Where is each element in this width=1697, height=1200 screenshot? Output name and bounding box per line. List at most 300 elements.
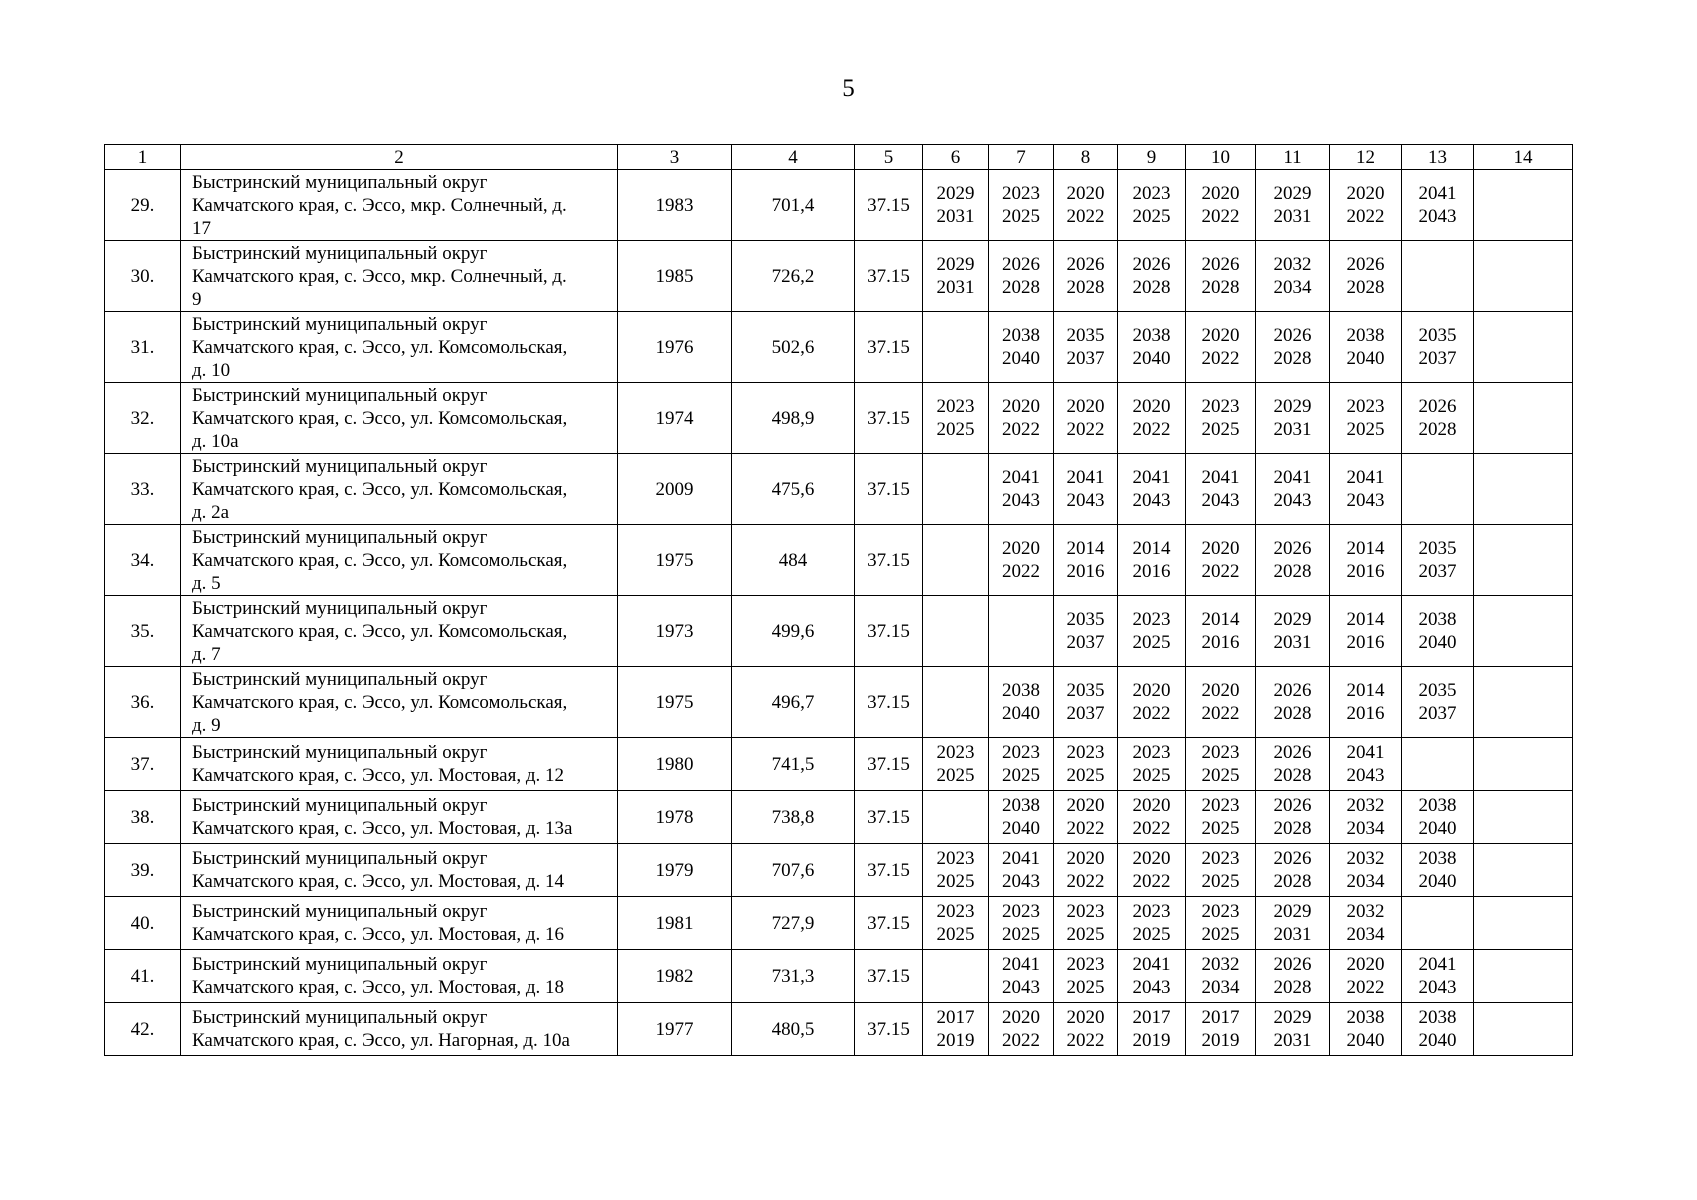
period-end-year: 2025: [1201, 419, 1240, 440]
table-row: [105, 312, 1573, 383]
period-start-year: 2026: [1132, 254, 1171, 275]
period-cell-col-14: [1474, 596, 1573, 667]
address-cell: [181, 844, 618, 897]
address-cell: [181, 383, 618, 454]
period-cell-col-7: [989, 525, 1054, 596]
period-start-year: 2026: [1346, 254, 1385, 275]
period-cell-col-9: [1118, 791, 1186, 844]
period-start-year: 2029: [1273, 1007, 1312, 1028]
period-start-year: 2020: [1132, 396, 1171, 417]
period-start-year: 2038: [1418, 609, 1457, 630]
period-cell-col-13: [1402, 454, 1474, 525]
period-cell-col-8: [1054, 596, 1118, 667]
period-cell-col-14: [1474, 738, 1573, 791]
period-cell-col-14: [1474, 241, 1573, 312]
period-start-year: 2023: [1132, 183, 1171, 204]
period-cell-col-7: [989, 791, 1054, 844]
period-end-year: 2022: [1132, 419, 1171, 440]
address-line: 17: [192, 217, 211, 239]
row-number-cell: 36.: [105, 667, 181, 738]
table-body: [105, 145, 1573, 1056]
period-cell-col-9: [1118, 241, 1186, 312]
period-start-year: 2020: [1201, 680, 1240, 701]
column-header-8: 8: [1054, 145, 1118, 170]
period-cell-col-10: [1186, 241, 1256, 312]
period-cell-col-14: [1474, 312, 1573, 383]
period-end-year: 2022: [1002, 1030, 1040, 1051]
period-start-year: 2014: [1346, 680, 1385, 701]
period-end-year: 2034: [1273, 277, 1312, 298]
period-end-year: 2025: [1066, 977, 1105, 998]
address-line: Быстринский муниципальный округ: [192, 668, 488, 690]
period-start-year: 2038: [1418, 848, 1457, 869]
code-cell: 37.15: [855, 383, 923, 454]
address-line: Быстринский муниципальный округ: [192, 848, 488, 869]
period-end-year: 2025: [1132, 632, 1171, 653]
period-end-year: 2019: [1132, 1030, 1171, 1051]
period-end-year: 2022: [1346, 977, 1385, 998]
period-cell-col-8: [1054, 383, 1118, 454]
period-cell-col-12: [1330, 1003, 1402, 1056]
period-start-year: 2035: [1418, 325, 1457, 346]
period-cell-col-14: [1474, 383, 1573, 454]
column-header-4: 4: [732, 145, 855, 170]
period-cell-col-12: [1330, 950, 1402, 1003]
area-cell: 707,6: [732, 844, 855, 897]
period-end-year: 2040: [1418, 632, 1457, 653]
period-start-year: 2032: [1346, 901, 1385, 922]
period-end-year: 2034: [1201, 977, 1240, 998]
period-cell-col-8: [1054, 1003, 1118, 1056]
period-start-year: 2020: [1066, 848, 1105, 869]
period-cell-col-10: [1186, 844, 1256, 897]
row-number-cell: 33.: [105, 454, 181, 525]
address-line: д. 10: [192, 359, 231, 381]
address-line: Быстринский муниципальный округ: [192, 954, 488, 975]
period-start-year: 2035: [1066, 680, 1105, 701]
address-line: Быстринский муниципальный округ: [192, 901, 488, 922]
period-start-year: 2041: [1418, 954, 1457, 975]
address-cell: [181, 738, 618, 791]
address-line: Камчатского края, с. Эссо, ул. Комсомольская,: [192, 336, 568, 358]
column-header-11: 11: [1256, 145, 1330, 170]
period-start-year: 2038: [1002, 795, 1040, 816]
period-cell-col-8: [1054, 738, 1118, 791]
period-end-year: 2043: [1002, 977, 1040, 998]
period-end-year: 2022: [1132, 871, 1171, 892]
period-end-year: 2016: [1132, 561, 1171, 582]
area-cell: 484: [732, 525, 855, 596]
area-cell: 701,4: [732, 170, 855, 241]
code-cell: 37.15: [855, 596, 923, 667]
area-cell: 502,6: [732, 312, 855, 383]
period-cell-col-10: [1186, 791, 1256, 844]
period-end-year: 2019: [936, 1030, 975, 1051]
period-end-year: 2043: [1346, 765, 1385, 786]
address-line: Быстринский муниципальный округ: [192, 171, 488, 193]
period-start-year: 2014: [1132, 538, 1171, 559]
period-start-year: 2038: [1002, 680, 1040, 701]
period-cell-col-9: [1118, 844, 1186, 897]
period-end-year: 2037: [1418, 703, 1457, 724]
period-start-year: 2023: [1201, 901, 1240, 922]
table-row: [105, 525, 1573, 596]
year-built-cell: 1980: [618, 738, 732, 791]
period-start-year: 2029: [1273, 609, 1312, 630]
code-cell: 37.15: [855, 844, 923, 897]
address-line: д. 10а: [192, 430, 239, 452]
address-cell: [181, 1003, 618, 1056]
period-start-year: 2038: [1418, 1007, 1457, 1028]
address-line: Камчатского края, с. Эссо, мкр. Солнечный, д.: [192, 194, 567, 216]
period-cell-col-13: [1402, 170, 1474, 241]
period-end-year: 2037: [1418, 348, 1457, 369]
period-start-year: 2014: [1201, 609, 1240, 630]
year-built-cell: 1985: [618, 241, 732, 312]
address-cell: [181, 667, 618, 738]
period-end-year: 2040: [1418, 818, 1457, 839]
period-end-year: 2028: [1201, 277, 1240, 298]
period-end-year: 2022: [1066, 206, 1105, 227]
period-start-year: 2023: [1066, 901, 1105, 922]
period-start-year: 2029: [1273, 901, 1312, 922]
period-start-year: 2020: [1201, 325, 1240, 346]
period-start-year: 2014: [1346, 538, 1385, 559]
period-start-year: 2029: [1273, 396, 1312, 417]
period-cell-col-12: [1330, 525, 1402, 596]
area-cell: 499,6: [732, 596, 855, 667]
period-cell-col-6: [923, 791, 989, 844]
period-end-year: 2037: [1066, 632, 1105, 653]
address-line: Быстринский муниципальный округ: [192, 455, 488, 477]
period-cell-col-8: [1054, 241, 1118, 312]
period-end-year: 2040: [1002, 348, 1040, 369]
year-built-cell: 1976: [618, 312, 732, 383]
year-built-cell: 1983: [618, 170, 732, 241]
code-cell: 37.15: [855, 312, 923, 383]
address-line: Камчатского края, с. Эссо, мкр. Солнечный, д.: [192, 265, 567, 287]
year-built-cell: 1981: [618, 897, 732, 950]
period-start-year: 2038: [1346, 325, 1385, 346]
row-number-cell: 41.: [105, 950, 181, 1003]
period-cell-col-13: [1402, 241, 1474, 312]
period-cell-col-11: [1256, 1003, 1330, 1056]
period-end-year: 2043: [1002, 871, 1040, 892]
address-cell: [181, 454, 618, 525]
period-cell-col-11: [1256, 525, 1330, 596]
period-end-year: 2022: [1066, 1030, 1105, 1051]
address-line: Быстринский муниципальный округ: [192, 526, 488, 548]
period-start-year: 2032: [1346, 848, 1385, 869]
period-cell-col-14: [1474, 897, 1573, 950]
period-cell-col-13: [1402, 950, 1474, 1003]
period-start-year: 2023: [1201, 396, 1240, 417]
period-end-year: 2040: [1132, 348, 1171, 369]
period-end-year: 2025: [1201, 924, 1240, 945]
period-end-year: 2025: [1066, 924, 1105, 945]
period-start-year: 2020: [1002, 538, 1040, 559]
area-cell: 726,2: [732, 241, 855, 312]
period-start-year: 2023: [1132, 742, 1171, 763]
year-built-cell: 1979: [618, 844, 732, 897]
address-line: Камчатского края, с. Эссо, ул. Комсомольская,: [192, 407, 568, 429]
period-cell-col-8: [1054, 950, 1118, 1003]
period-cell-col-10: [1186, 525, 1256, 596]
address-cell: [181, 596, 618, 667]
period-cell-col-6: [923, 667, 989, 738]
period-cell-col-7: [989, 312, 1054, 383]
period-cell-col-14: [1474, 791, 1573, 844]
period-end-year: 2022: [1201, 206, 1240, 227]
period-end-year: 2025: [1132, 765, 1171, 786]
period-end-year: 2016: [1346, 632, 1385, 653]
period-end-year: 2016: [1201, 632, 1240, 653]
period-start-year: 2020: [1201, 183, 1240, 204]
period-start-year: 2023: [1132, 901, 1171, 922]
period-cell-col-11: [1256, 383, 1330, 454]
period-cell-col-12: [1330, 383, 1402, 454]
period-cell-col-10: [1186, 454, 1256, 525]
period-cell-col-9: [1118, 897, 1186, 950]
period-start-year: 2023: [936, 742, 975, 763]
period-start-year: 2026: [1066, 254, 1105, 275]
period-cell-col-9: [1118, 1003, 1186, 1056]
period-cell-col-6: [923, 738, 989, 791]
period-cell-col-9: [1118, 950, 1186, 1003]
period-end-year: 2031: [936, 277, 975, 298]
period-cell-col-11: [1256, 667, 1330, 738]
period-end-year: 2037: [1066, 348, 1105, 369]
table-row: [105, 1003, 1573, 1056]
period-cell-col-6: [923, 454, 989, 525]
period-cell-col-14: [1474, 454, 1573, 525]
period-cell-col-13: [1402, 738, 1474, 791]
period-start-year: 2020: [1066, 795, 1105, 816]
address-cell: [181, 525, 618, 596]
period-end-year: 2031: [936, 206, 975, 227]
address-cell: [181, 241, 618, 312]
period-end-year: 2025: [1066, 765, 1105, 786]
address-line: д. 5: [192, 572, 221, 594]
year-built-cell: 1975: [618, 525, 732, 596]
period-cell-col-6: [923, 897, 989, 950]
period-start-year: 2020: [1132, 795, 1171, 816]
period-cell-col-7: [989, 596, 1054, 667]
address-line: Быстринский муниципальный округ: [192, 597, 488, 619]
address-line: д. 9: [192, 714, 221, 736]
period-start-year: 2041: [1346, 467, 1385, 488]
row-number-cell: 31.: [105, 312, 181, 383]
table-row: [105, 897, 1573, 950]
period-cell-col-10: [1186, 170, 1256, 241]
period-end-year: 2025: [1201, 765, 1240, 786]
period-cell-col-7: [989, 454, 1054, 525]
table-row: [105, 454, 1573, 525]
period-start-year: 2023: [1201, 795, 1240, 816]
period-end-year: 2040: [1418, 871, 1457, 892]
address-line: д. 2а: [192, 501, 230, 523]
period-cell-col-14: [1474, 170, 1573, 241]
period-end-year: 2025: [1002, 206, 1040, 227]
year-built-cell: 1982: [618, 950, 732, 1003]
period-start-year: 2023: [936, 396, 975, 417]
table-row: [105, 170, 1573, 241]
period-cell-col-12: [1330, 667, 1402, 738]
period-start-year: 2014: [1066, 538, 1105, 559]
code-cell: 37.15: [855, 950, 923, 1003]
period-cell-col-8: [1054, 897, 1118, 950]
period-start-year: 2023: [1201, 742, 1240, 763]
period-start-year: 2026: [1273, 954, 1312, 975]
period-cell-col-12: [1330, 312, 1402, 383]
period-cell-col-14: [1474, 525, 1573, 596]
table-row: [105, 241, 1573, 312]
year-built-cell: 1974: [618, 383, 732, 454]
period-end-year: 2028: [1273, 703, 1312, 724]
address-line: Камчатского края, с. Эссо, ул. Мостовая, д. 12: [192, 765, 565, 786]
period-end-year: 2022: [1066, 871, 1105, 892]
period-start-year: 2041: [1002, 848, 1040, 869]
period-cell-col-13: [1402, 667, 1474, 738]
period-end-year: 2028: [1273, 818, 1312, 839]
period-start-year: 2038: [1002, 325, 1040, 346]
period-end-year: 2028: [1273, 977, 1312, 998]
period-cell-col-6: [923, 525, 989, 596]
period-cell-col-6: [923, 1003, 989, 1056]
address-line: Быстринский муниципальный округ: [192, 313, 488, 335]
column-header-7: 7: [989, 145, 1054, 170]
period-start-year: 2026: [1002, 254, 1040, 275]
period-start-year: 2020: [1132, 680, 1171, 701]
period-end-year: 2028: [1273, 871, 1312, 892]
period-cell-col-11: [1256, 791, 1330, 844]
area-cell: 480,5: [732, 1003, 855, 1056]
period-cell-col-8: [1054, 170, 1118, 241]
column-header-12: 12: [1330, 145, 1402, 170]
row-number-cell: 37.: [105, 738, 181, 791]
period-end-year: 2025: [1002, 924, 1040, 945]
period-cell-col-10: [1186, 950, 1256, 1003]
period-end-year: 2022: [1066, 419, 1105, 440]
period-cell-col-13: [1402, 1003, 1474, 1056]
row-number-cell: 35.: [105, 596, 181, 667]
period-end-year: 2040: [1346, 348, 1385, 369]
period-start-year: 2035: [1066, 325, 1105, 346]
period-start-year: 2023: [1002, 183, 1040, 204]
period-start-year: 2014: [1346, 609, 1385, 630]
period-cell-col-7: [989, 383, 1054, 454]
period-cell-col-14: [1474, 667, 1573, 738]
period-cell-col-8: [1054, 312, 1118, 383]
period-cell-col-14: [1474, 844, 1573, 897]
period-end-year: 2022: [1201, 561, 1240, 582]
address-line: Камчатского края, с. Эссо, ул. Комсомольская,: [192, 549, 568, 571]
period-start-year: 2041: [1418, 183, 1457, 204]
period-cell-col-13: [1402, 312, 1474, 383]
period-cell-col-11: [1256, 454, 1330, 525]
row-number-cell: 42.: [105, 1003, 181, 1056]
period-end-year: 2031: [1273, 1030, 1312, 1051]
period-cell-col-9: [1118, 738, 1186, 791]
period-cell-col-8: [1054, 844, 1118, 897]
period-end-year: 2031: [1273, 924, 1312, 945]
period-cell-col-10: [1186, 738, 1256, 791]
column-header-6: 6: [923, 145, 989, 170]
address-line: Камчатского края, с. Эссо, ул. Мостовая, д. 18: [192, 977, 565, 998]
address-line: 9: [192, 288, 202, 310]
period-cell-col-9: [1118, 454, 1186, 525]
period-end-year: 2040: [1002, 818, 1040, 839]
period-end-year: 2022: [1132, 703, 1171, 724]
area-cell: 498,9: [732, 383, 855, 454]
address-line: д. 7: [192, 643, 221, 665]
year-built-cell: 2009: [618, 454, 732, 525]
period-start-year: 2029: [936, 183, 975, 204]
period-cell-col-14: [1474, 950, 1573, 1003]
address-cell: [181, 897, 618, 950]
period-cell-col-13: [1402, 791, 1474, 844]
code-cell: 37.15: [855, 241, 923, 312]
period-end-year: 2022: [1002, 419, 1040, 440]
period-end-year: 2022: [1201, 348, 1240, 369]
period-start-year: 2035: [1418, 680, 1457, 701]
period-start-year: 2023: [1201, 848, 1240, 869]
row-number-cell: 29.: [105, 170, 181, 241]
period-start-year: 2035: [1066, 609, 1105, 630]
period-start-year: 2026: [1273, 742, 1312, 763]
period-end-year: 2022: [1346, 206, 1385, 227]
year-built-cell: 1973: [618, 596, 732, 667]
period-start-year: 2020: [1066, 183, 1105, 204]
period-start-year: 2038: [1132, 325, 1171, 346]
code-cell: 37.15: [855, 170, 923, 241]
period-end-year: 2043: [1418, 977, 1457, 998]
period-cell-col-11: [1256, 596, 1330, 667]
period-cell-col-9: [1118, 525, 1186, 596]
period-start-year: 2023: [1132, 609, 1171, 630]
period-end-year: 2025: [1132, 924, 1171, 945]
period-end-year: 2043: [1346, 490, 1385, 511]
period-start-year: 2020: [1346, 183, 1385, 204]
column-header-5: 5: [855, 145, 923, 170]
period-cell-col-10: [1186, 596, 1256, 667]
page-number: 5: [842, 75, 855, 102]
period-start-year: 2023: [936, 901, 975, 922]
period-start-year: 2041: [1002, 467, 1040, 488]
period-cell-col-8: [1054, 525, 1118, 596]
row-number-cell: 39.: [105, 844, 181, 897]
period-end-year: 2028: [1273, 765, 1312, 786]
period-cell-col-12: [1330, 170, 1402, 241]
code-cell: 37.15: [855, 525, 923, 596]
period-start-year: 2041: [1273, 467, 1312, 488]
address-line: Камчатского края, с. Эссо, ул. Комсомольская,: [192, 691, 568, 713]
address-line: Быстринский муниципальный округ: [192, 742, 488, 763]
column-header-13: 13: [1402, 145, 1474, 170]
period-start-year: 2026: [1273, 848, 1312, 869]
period-start-year: 2020: [1002, 396, 1040, 417]
row-number-cell: 40.: [105, 897, 181, 950]
period-start-year: 2029: [1273, 183, 1312, 204]
address-line: Быстринский муниципальный округ: [192, 384, 488, 406]
address-line: Камчатского края, с. Эссо, ул. Нагорная, д. 10а: [192, 1030, 570, 1051]
period-cell-col-12: [1330, 897, 1402, 950]
address-line: Камчатского края, с. Эссо, ул. Мостовая, д. 13а: [192, 818, 573, 839]
period-cell-col-9: [1118, 383, 1186, 454]
table-row: [105, 383, 1573, 454]
period-start-year: 2023: [1066, 742, 1105, 763]
code-cell: 37.15: [855, 667, 923, 738]
